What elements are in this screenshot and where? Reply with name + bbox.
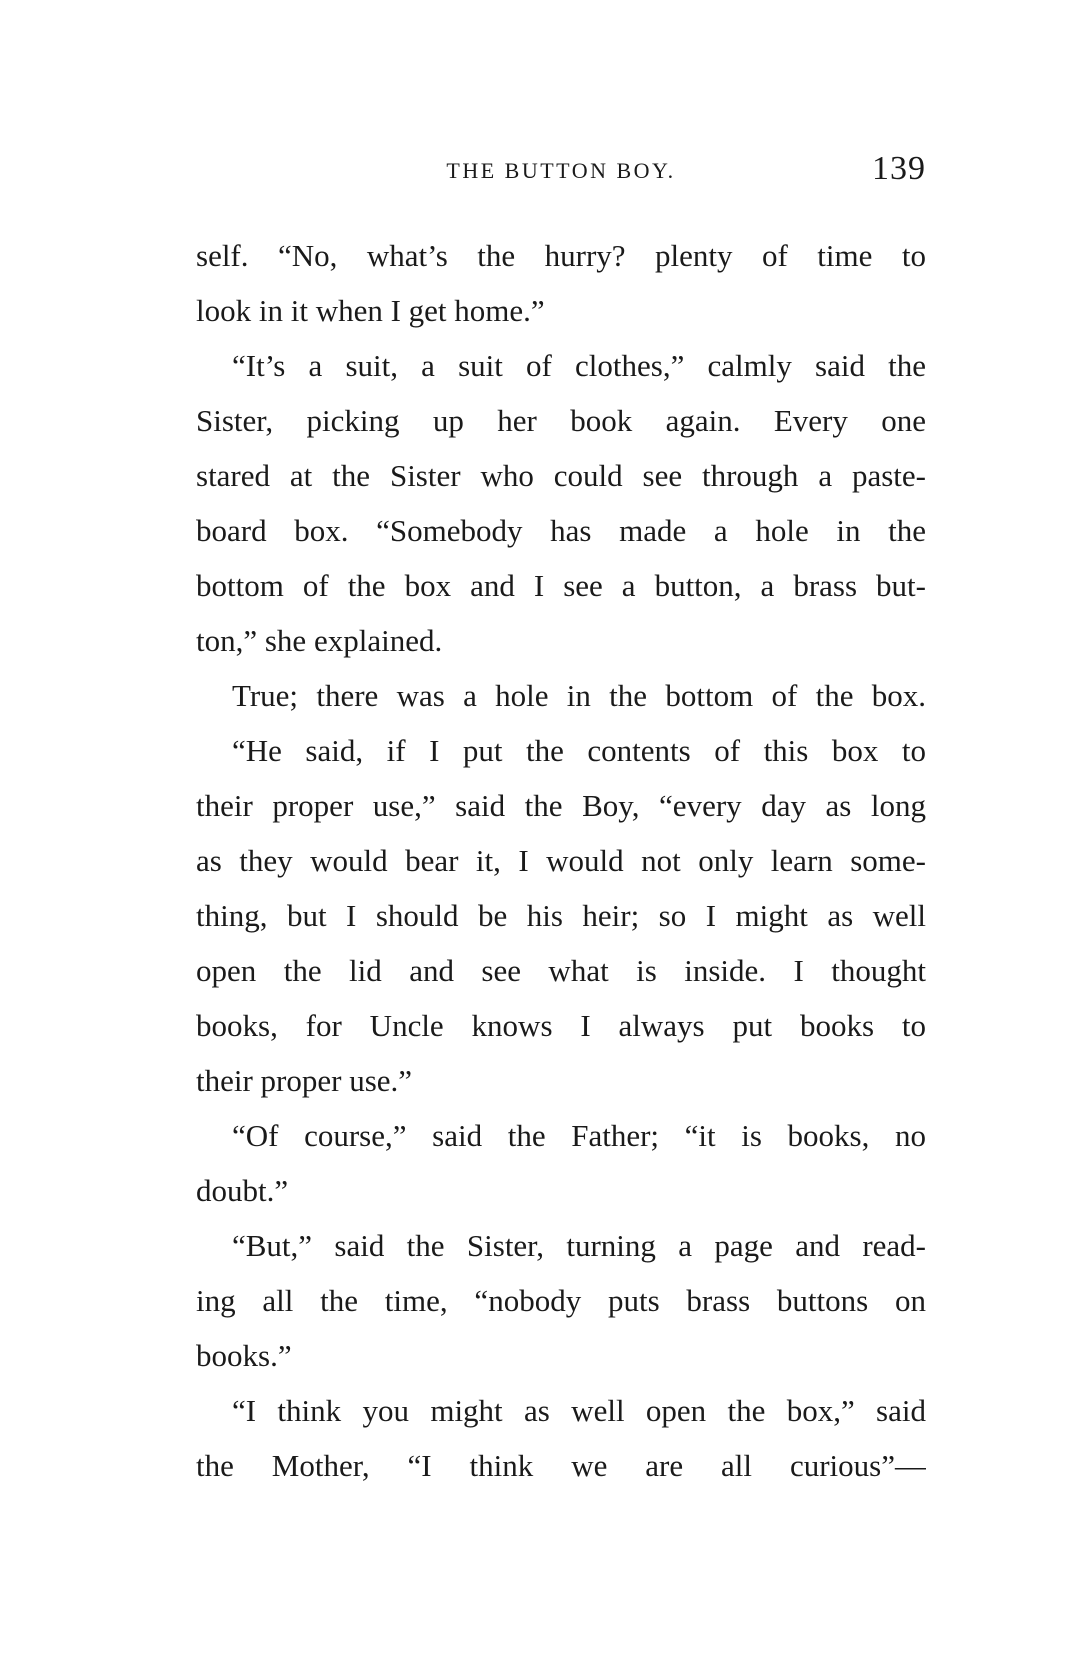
text-line: look in it when I get home.” — [196, 293, 545, 328]
text-line: their proper use.” — [196, 1063, 413, 1098]
text-line: their proper use,” said the Boy, “every day as long — [196, 788, 926, 823]
text-line: doubt.” — [196, 1173, 289, 1208]
text-line: self. “No, what’s the hurry? plenty of time to — [196, 238, 926, 273]
text-line: “But,” said the Sister, turning a page and read- — [232, 1228, 926, 1263]
text-line: as they would bear it, I would not only learn some- — [196, 843, 926, 878]
running-title: THE BUTTON BOY. — [446, 158, 676, 183]
text-line: “I think you might as well open the box,” said — [232, 1393, 926, 1428]
text-line: open the lid and see what is inside. I thought — [196, 953, 926, 988]
text-line: thing, but I should be his heir; so I might as well — [196, 898, 926, 933]
text-line: books.” — [196, 1338, 292, 1373]
text-line: True; there was a hole in the bottom of the box. — [232, 678, 926, 713]
text-line: board box. “Somebody has made a hole in the — [196, 513, 926, 548]
running-head — [196, 150, 926, 190]
text-line: ing all the time, “nobody puts brass buttons on — [196, 1283, 926, 1318]
page-number: 139 — [872, 150, 926, 187]
text-line: ton,” she explained. — [196, 623, 443, 658]
text-line: stared at the Sister who could see through a paste- — [196, 458, 926, 493]
text-line: bottom of the box and I see a button, a brass but- — [196, 568, 926, 603]
text-line: the Mother, “I think we are all curious”— — [196, 1448, 926, 1483]
text-line: “Of course,” said the Father; “it is books, no — [232, 1118, 926, 1153]
text-line: “He said, if I put the contents of this box to — [232, 733, 926, 768]
text-line: “It’s a suit, a suit of clothes,” calmly said the — [232, 348, 926, 383]
text-line: books, for Uncle knows I always put books to — [196, 1008, 926, 1043]
body-text — [196, 228, 926, 1493]
text-line: Sister, picking up her book again. Every one — [196, 403, 926, 438]
